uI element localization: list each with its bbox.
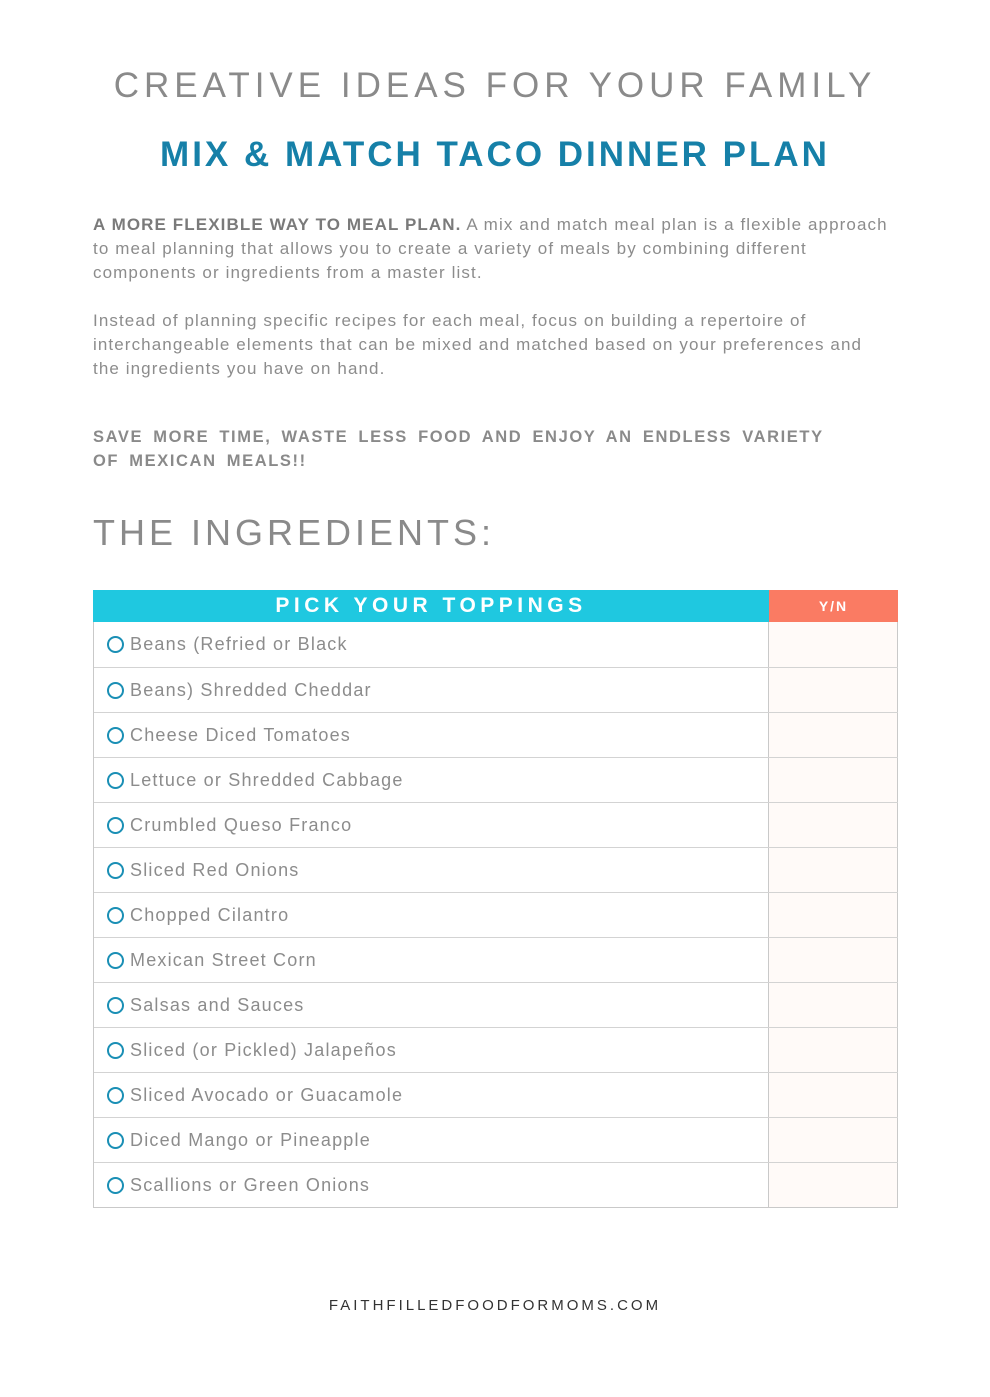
radio-circle-icon[interactable] [107,772,124,789]
radio-circle-icon[interactable] [107,997,124,1014]
intro-paragraph [93,213,893,285]
radio-circle-icon[interactable] [107,727,124,744]
topping-cell [94,758,768,802]
topping-label: Cheese Diced Tomatoes [130,724,351,745]
topping-cell [94,668,768,712]
table-header-toppings: PICK YOUR TOPPINGS [93,590,769,622]
table-row [94,712,898,757]
topping-cell [94,622,768,667]
table-body [93,622,898,1208]
radio-circle-icon[interactable] [107,862,124,879]
table-row [94,622,898,667]
page-kicker: CREATIVE IDEAS FOR YOUR FAMILY [113,66,877,105]
section-heading: THE INGREDIENTS: [93,512,496,553]
table-header-yn: Y/N [769,590,898,622]
table-header [93,590,898,622]
table-row [94,1027,898,1072]
yn-cell[interactable] [768,1118,898,1162]
table-row [94,757,898,802]
intro-lead-bold: A MORE FLEXIBLE WAY TO MEAL PLAN. [93,215,462,234]
topping-cell [94,848,768,892]
table-row [94,982,898,1027]
footer-url: FAITHFILLEDFOODFORMOMS.COM [328,1297,662,1314]
topping-label: Sliced Avocado or Guacamole [130,1084,404,1105]
table-row [94,802,898,847]
yn-cell[interactable] [768,713,898,757]
radio-circle-icon[interactable] [107,1132,124,1149]
radio-circle-icon[interactable] [107,907,124,924]
topping-cell [94,1028,768,1072]
topping-label: Diced Mango or Pineapple [130,1129,371,1150]
topping-label: Crumbled Queso Franco [130,814,353,835]
topping-label: Scallions or Green Onions [130,1174,371,1195]
table-row [94,1072,898,1117]
radio-circle-icon[interactable] [107,1177,124,1194]
yn-cell[interactable] [768,848,898,892]
yn-cell[interactable] [768,758,898,802]
yn-cell[interactable] [768,938,898,982]
radio-circle-icon[interactable] [107,952,124,969]
topping-cell [94,893,768,937]
intro-paragraph-2: Instead of planning specific recipes for each meal, focus on building a repertoire of interchangeable elements that can be mixed and matched based on your preferences and the ingredients you have on hand. [93,311,863,378]
topping-cell [94,713,768,757]
page-title: MIX & MATCH TACO DINNER PLAN [160,135,830,174]
radio-circle-icon[interactable] [107,817,124,834]
yn-cell[interactable] [768,668,898,712]
table-row [94,667,898,712]
radio-circle-icon[interactable] [107,1042,124,1059]
yn-cell[interactable] [768,803,898,847]
call-to-action: SAVE MORE TIME, WASTE LESS FOOD AND ENJOY AN ENDLESS VARIETY OF MEXICAN MEALS!! [93,428,824,470]
yn-cell[interactable] [768,1073,898,1117]
intro-lead-text: A mix and match meal plan is a flexible approach to meal planning that allows you to create a variety of meals by combining different components or ingredients from a master list. [93,215,888,282]
table-row [94,892,898,937]
radio-circle-icon[interactable] [107,1087,124,1104]
topping-label: Beans) Shredded Cheddar [130,679,372,700]
yn-cell[interactable] [768,1163,898,1207]
table-row [94,937,898,982]
topping-cell [94,1118,768,1162]
radio-circle-icon[interactable] [107,636,124,653]
yn-cell[interactable] [768,893,898,937]
topping-label: Sliced (or Pickled) Jalapeños [130,1039,397,1060]
radio-circle-icon[interactable] [107,682,124,699]
topping-label: Salsas and Sauces [130,994,305,1015]
topping-label: Lettuce or Shredded Cabbage [130,769,404,790]
table-row [94,1162,898,1207]
toppings-table [93,590,898,1208]
topping-label: Beans (Refried or Black [130,634,348,654]
table-row [94,1117,898,1162]
topping-cell [94,1163,768,1207]
topping-cell [94,938,768,982]
yn-cell[interactable] [768,1028,898,1072]
yn-cell[interactable] [768,622,898,667]
yn-cell[interactable] [768,983,898,1027]
topping-label: Sliced Red Onions [130,859,300,880]
topping-cell [94,803,768,847]
table-row [94,847,898,892]
topping-label: Mexican Street Corn [130,949,317,970]
topping-label: Chopped Cilantro [130,904,290,925]
topping-cell [94,983,768,1027]
topping-cell [94,1073,768,1117]
